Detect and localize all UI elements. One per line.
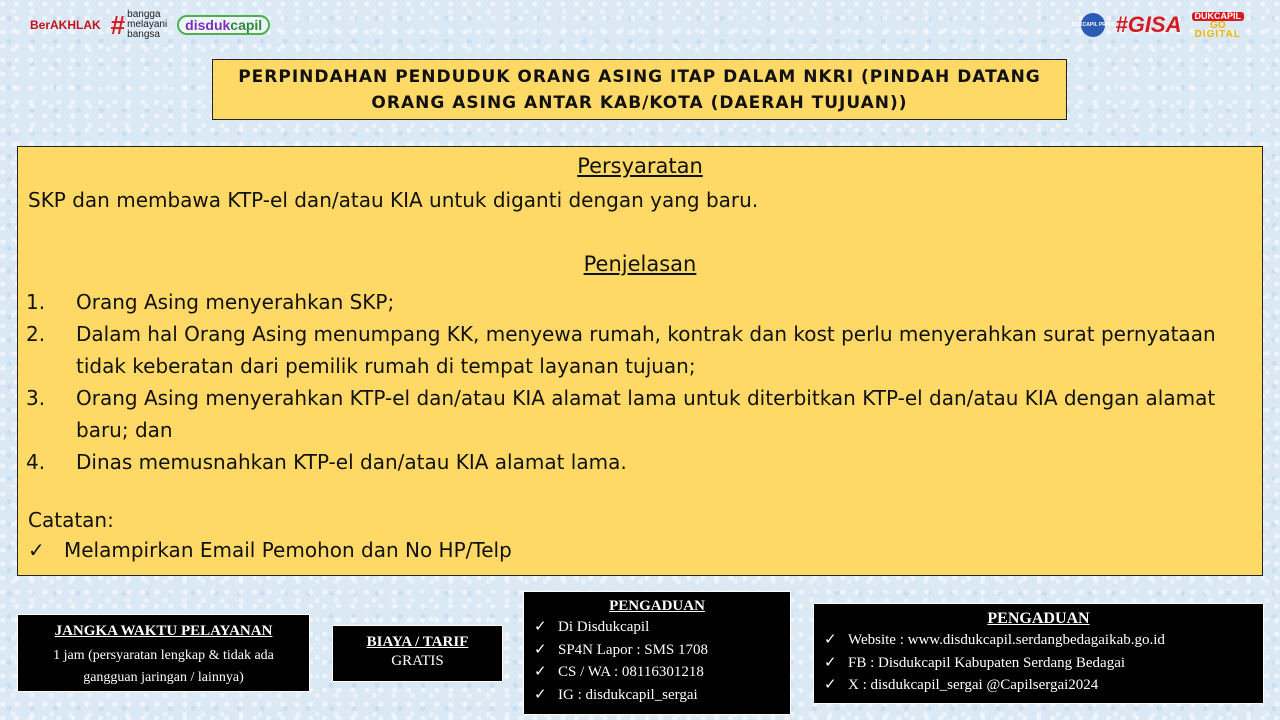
list-item: ✓ IG : disdukcapil_sergai xyxy=(524,684,790,707)
requirements-panel xyxy=(17,146,1263,576)
bangga-melayani-bangsa-logo: # bangga melayani bangsa xyxy=(110,9,168,40)
check-icon: ✓ xyxy=(534,686,547,703)
check-icon: ✓ xyxy=(534,664,547,680)
header-logos-left xyxy=(30,8,270,42)
complaints-box-1 xyxy=(523,591,791,715)
complaints-box-2 xyxy=(813,603,1264,704)
list-item: ✓ Website : www.disdukcapil.serdangbedagaikab.go.id xyxy=(814,629,1263,652)
requirements-text: SKP dan membawa KTP-el dan/atau KIA untuk diganti dengan yang baru. xyxy=(28,188,759,212)
list-item: ✓ SP4N Lapor : SMS 1708 xyxy=(524,639,790,662)
explanation-list xyxy=(26,286,1246,478)
list-item: 4. Dinas memusnahkan KTP-el dan/atau KIA alamat lama. xyxy=(26,450,627,474)
fee-desc: GRATIS xyxy=(391,653,444,669)
berakhlak-logo: BerAKHLAK xyxy=(30,18,101,32)
fee-title: BIAYA / TARIF xyxy=(366,634,469,650)
complaints-title: PENGADUAN xyxy=(609,598,705,614)
service-time-title: JANGKA WAKTU PELAYANAN xyxy=(54,623,273,639)
check-icon: ✓ xyxy=(28,538,45,562)
list-item: ✓ FB : Disdukcapil Kabupaten Serdang Bedagai xyxy=(814,652,1263,675)
list-item: 1. Orang Asing menyerahkan SKP; xyxy=(26,290,395,314)
page-title: PERPINDAHAN PENDUDUK ORANG ASING ITAP DALAM NKRI (PINDAH DATANG ORANG ASING ANTAR KAB/KOTA (DAERAH TUJUAN)) xyxy=(212,59,1067,120)
disdukcapil-logo: disduk capil xyxy=(177,15,270,35)
list-item: ✓ X : disdukcapil_sergai @Capilsergai2024 xyxy=(814,674,1263,697)
complaints-title: PENGADUAN xyxy=(987,610,1090,627)
check-icon: ✓ xyxy=(824,677,837,693)
list-item: 2. Dalam hal Orang Asing menumpang KK, menyewa rumah, kontrak dan kost perlu menyerahkan surat pernyataan tidak keberatan dari pemilik rumah di tempat layanan tujuan; xyxy=(26,322,1216,378)
list-item: ✓ CS / WA : 08116301218 xyxy=(524,661,790,684)
note-text: Melampirkan Email Pemohon dan No HP/Telp xyxy=(64,538,512,562)
list-item: ✓ Di Disdukcapil xyxy=(524,616,790,639)
service-time-box xyxy=(17,614,310,692)
explanation-heading: Penjelasan xyxy=(583,252,697,276)
fee-box xyxy=(332,625,503,682)
service-time-desc: 1 jam (persyaratan lengkap & tidak ada gangguan jaringan / lainnya) xyxy=(53,648,274,685)
dukcapil-go-digital-logo: DUKCAPIL GO DIGITAL xyxy=(1192,12,1245,39)
check-icon: ✓ xyxy=(824,654,837,671)
dukcapil-prima-logo: DUKCAPIL PRIMA xyxy=(1081,13,1105,37)
list-item: 3. Orang Asing menyerahkan KTP-el dan/atau KIA alamat lama untuk diterbitkan KTP-el dan/atau KIA dengan alamat baru; dan xyxy=(26,386,1216,442)
check-icon: ✓ xyxy=(534,619,547,635)
check-icon: ✓ xyxy=(824,632,837,648)
note-item xyxy=(28,538,512,562)
check-icon: ✓ xyxy=(534,641,547,658)
header-logos-right xyxy=(1071,8,1244,42)
note-label: Catatan: xyxy=(28,508,114,532)
gisa-logo: #GISA xyxy=(1115,12,1182,37)
requirements-heading: Persyaratan xyxy=(577,154,703,178)
